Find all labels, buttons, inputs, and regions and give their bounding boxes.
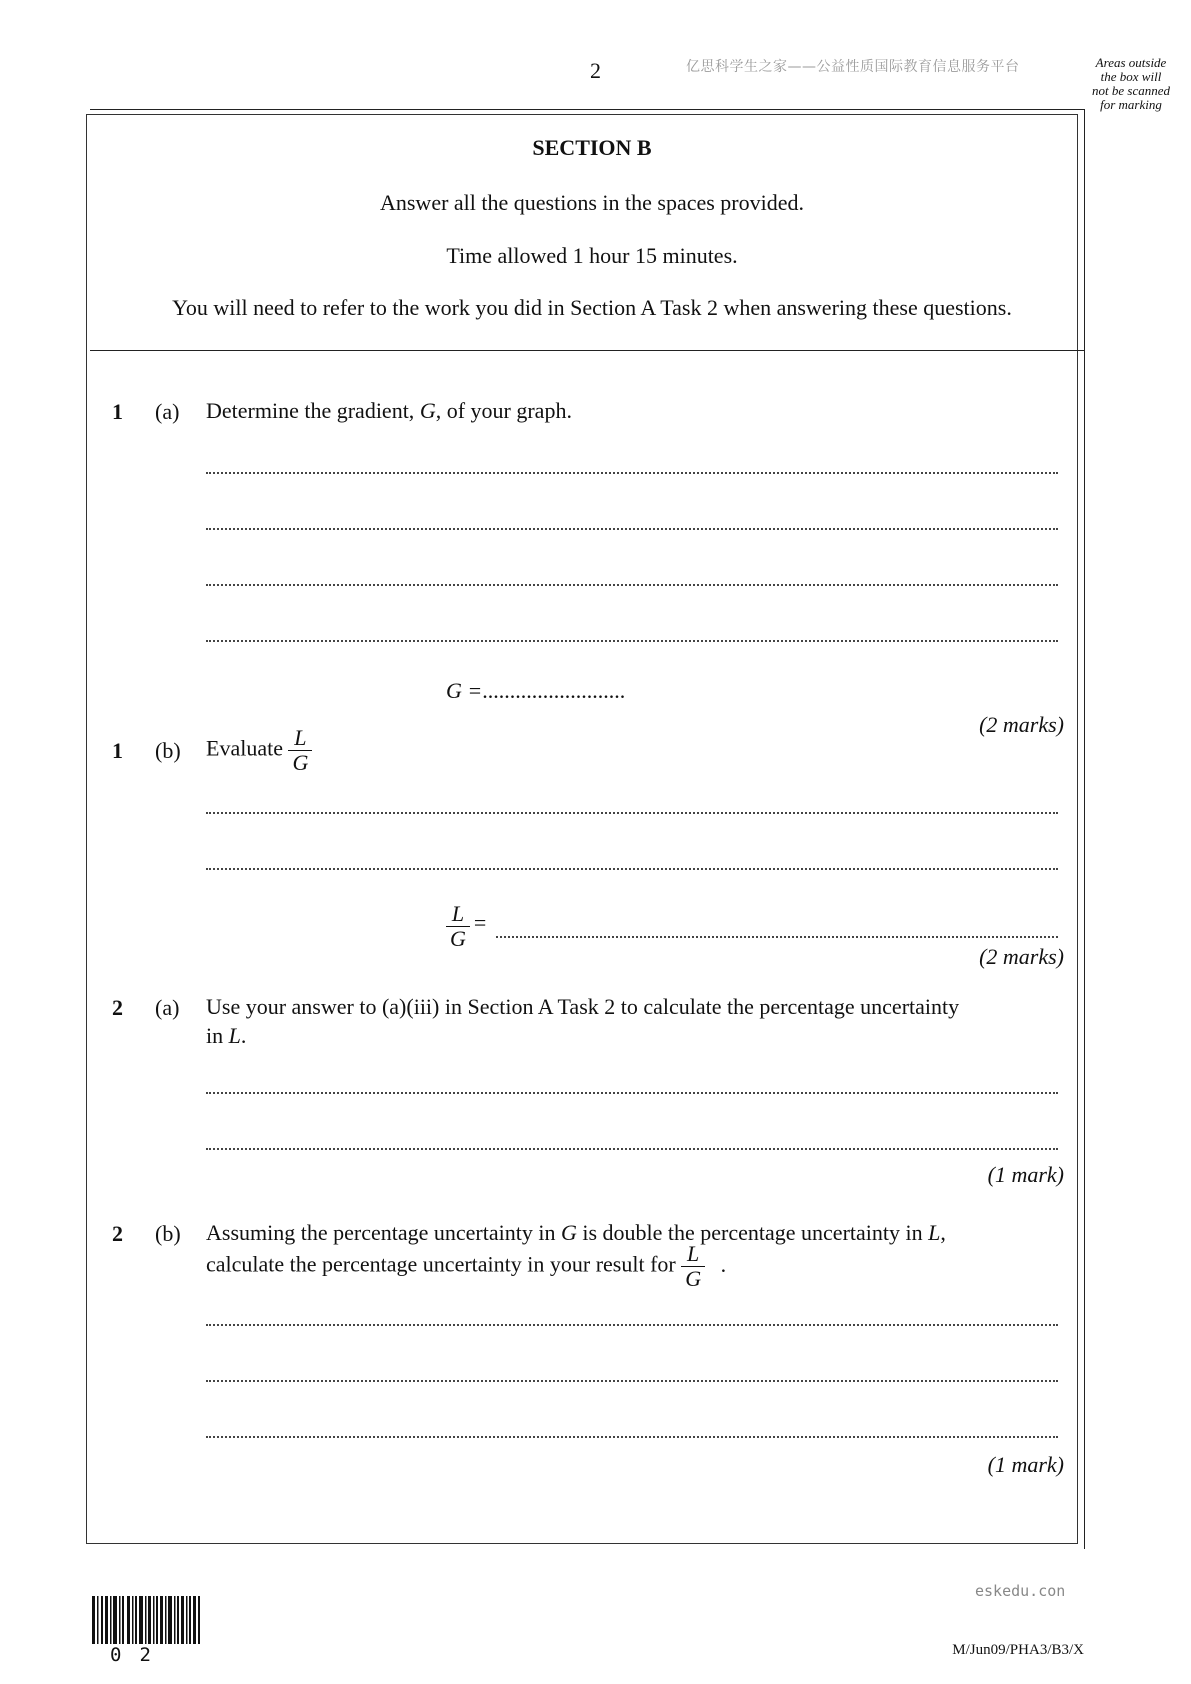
fraction-denominator: G — [685, 1266, 702, 1291]
answer-line[interactable] — [206, 868, 1058, 870]
fraction-numerator: L — [446, 902, 470, 927]
fraction-numerator: L — [681, 1242, 705, 1267]
fraction-numerator: L — [288, 726, 312, 751]
top-rule — [90, 109, 1085, 110]
margin-note — [1082, 56, 1180, 112]
text-segment: Assuming the percentage uncertainty in — [206, 1220, 561, 1245]
answer-line[interactable] — [206, 1324, 1058, 1326]
question-text — [206, 1242, 726, 1291]
answer-line[interactable] — [206, 1436, 1058, 1438]
section-title: SECTION B — [532, 135, 652, 160]
fraction — [288, 726, 312, 775]
question-text — [206, 992, 959, 1050]
time-allowed: Time allowed 1 hour 15 minutes. — [446, 243, 738, 268]
question-text — [206, 726, 312, 775]
fraction — [681, 1242, 705, 1291]
question-part: (b) — [155, 738, 181, 763]
text-line: Use your answer to (a)(iii) in Section A Task 2 to calculate the percentage uncertainty — [206, 994, 960, 1019]
answer-field — [446, 902, 486, 951]
text-segment: is double the percentage uncertainty in — [576, 1220, 929, 1245]
answer-line[interactable] — [206, 640, 1058, 642]
page-number: 2 — [590, 58, 601, 83]
variable: L — [228, 1023, 241, 1048]
answer-label: G = — [446, 678, 483, 703]
question-part: (a) — [155, 399, 180, 424]
text-segment: Evaluate — [206, 735, 283, 761]
marks-label: (1 mark) — [987, 1452, 1064, 1477]
variable: G — [560, 1220, 577, 1245]
answer-line[interactable] — [206, 472, 1058, 474]
margin-note-line: not be scanned — [1092, 83, 1170, 98]
question-number: 1 — [112, 738, 123, 763]
answer-dots: .......................... — [482, 678, 626, 703]
answer-field[interactable] — [446, 676, 625, 705]
variable: L — [928, 1220, 941, 1245]
question-part: (b) — [155, 1221, 181, 1246]
answer-line[interactable] — [206, 1148, 1058, 1150]
margin-note-line: Areas outside — [1095, 55, 1167, 70]
question-number: 1 — [112, 399, 123, 424]
text-segment: Determine the gradient, — [206, 398, 420, 423]
answer-line[interactable] — [206, 812, 1058, 814]
text-line — [206, 1021, 959, 1050]
question-text — [206, 396, 572, 425]
barcode-digits: 02 — [110, 1644, 169, 1666]
answer-line[interactable] — [206, 528, 1058, 530]
text-segment: . — [720, 1251, 727, 1277]
text-segment: calculate the percentage uncertainty in your result for — [206, 1251, 676, 1277]
marks-label: (2 marks) — [979, 712, 1064, 737]
question-part: (a) — [155, 995, 180, 1020]
answer-line[interactable] — [496, 936, 1058, 938]
answer-line[interactable] — [206, 1092, 1058, 1094]
footer-site: eskedu.con — [975, 1582, 1066, 1600]
margin-note-line: the box will — [1100, 69, 1162, 84]
fraction-denominator: G — [292, 750, 309, 775]
equals-sign: = — [473, 910, 487, 936]
instruction-line: You will need to refer to the work you did in Section A Task 2 when answering these questions. — [172, 295, 1012, 320]
answer-line[interactable] — [206, 584, 1058, 586]
margin-note-line: for marking — [1100, 97, 1162, 112]
question-number: 2 — [112, 1221, 123, 1246]
barcode — [92, 1596, 202, 1644]
answer-line[interactable] — [206, 1380, 1058, 1382]
section-separator — [90, 350, 1085, 351]
text-segment: . — [240, 1023, 247, 1048]
marks-label: (2 marks) — [979, 944, 1064, 969]
instruction-line: Answer all the questions in the spaces provided. — [379, 190, 804, 215]
marks-label: (1 mark) — [987, 1162, 1064, 1187]
fraction-denominator: G — [450, 926, 466, 951]
answer-box — [86, 114, 1078, 1544]
fraction — [446, 902, 470, 951]
text-segment: , of your graph. — [435, 398, 572, 423]
margin-rule — [1084, 109, 1085, 1549]
watermark-text: 亿思科学生之家——公益性质国际教育信息服务平台 — [686, 59, 1020, 75]
variable: G — [419, 398, 436, 423]
question-number: 2 — [112, 995, 123, 1020]
text-segment: in — [206, 1023, 229, 1048]
paper-code: M/Jun09/PHA3/B3/X — [952, 1642, 1084, 1658]
text-segment: , — [940, 1220, 946, 1245]
